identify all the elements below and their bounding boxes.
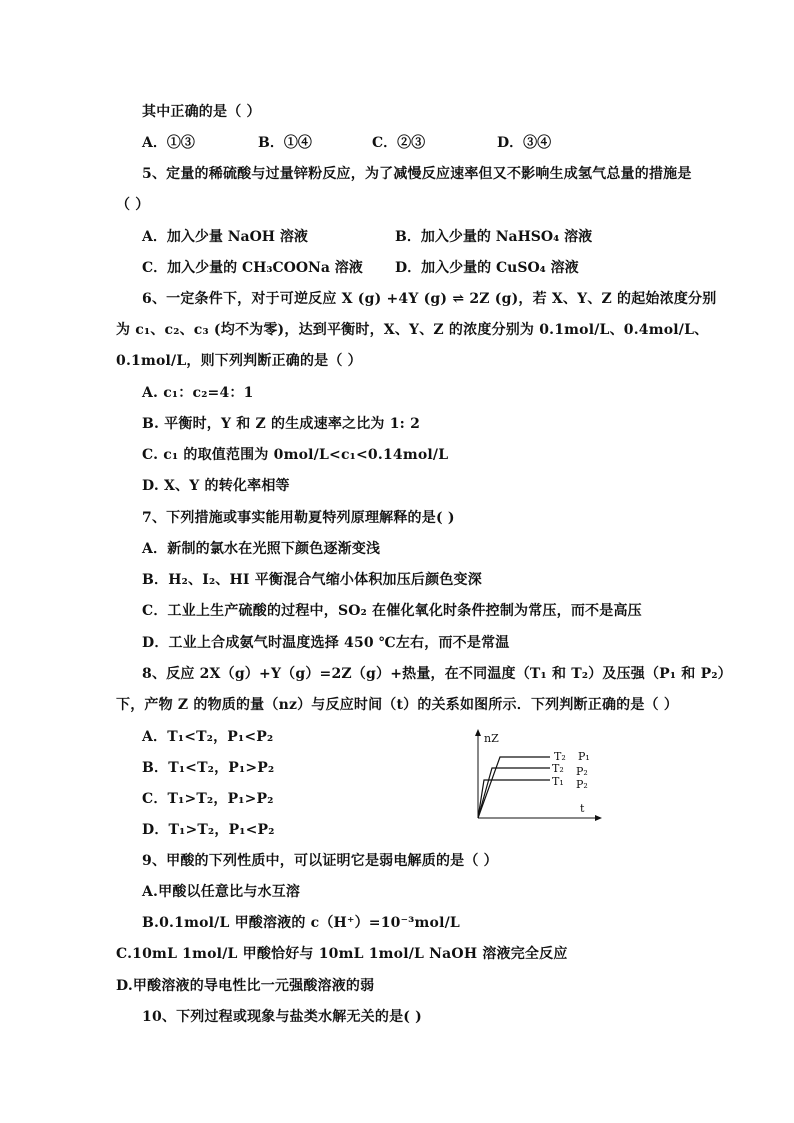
q9-option-b: B.0.1mol/L 甲酸溶液的 c（H⁺）=10⁻³mol/L xyxy=(142,915,460,931)
q6-stem-line3: 0.1mol/L，则下列判断正确的是（ ） xyxy=(116,353,362,369)
q5-stem-line1: 5、定量的稀硫酸与过量锌粉反应，为了减慢反应速率但又不影响生成氢气总量的措施是 xyxy=(142,166,692,182)
nz-vs-time-graph xyxy=(470,728,605,823)
y-axis-label: nZ xyxy=(484,732,499,745)
curve2-temp-label: T₂ xyxy=(552,762,564,775)
q7-option-d: D．工业上合成氨气时温度选择 450 ℃左右，而不是常温 xyxy=(142,635,510,651)
q7-option-c: C．工业上生产硫酸的过程中，SO₂ 在催化氧化时条件控制为常压，而不是高压 xyxy=(142,603,642,619)
q8-stem-line2: 下，产物 Z 的物质的量（nz）与反应时间（t）的关系如图所示．下列判断正确的是（ ） xyxy=(116,697,679,713)
curve1-temp-label: T₂ xyxy=(554,750,566,763)
q4-option-d: D．③④ xyxy=(497,135,552,151)
curve3-temp-label: T₁ xyxy=(552,775,564,788)
curve3-pressure-label: P₂ xyxy=(576,778,588,791)
q6-option-a: A. c₁：c₂=4：1 xyxy=(142,385,254,401)
q6-stem-line2: 为 c₁、c₂、c₃ (均不为零)，达到平衡时，X、Y、Z 的浓度分别为 0.1mol/L、0.4mol/L、 xyxy=(116,322,709,338)
q8-option-a: A．T₁<T₂，P₁<P₂ xyxy=(142,729,274,745)
q7-stem: 7、下列措施或事实能用勒夏特列原理解释的是( ) xyxy=(142,510,455,526)
q5-option-c: C．加入少量的 CH₃COONa 溶液 xyxy=(142,260,363,276)
q7-option-a: A．新制的氯水在光照下颜色逐渐变浅 xyxy=(142,541,381,557)
q5-stem-line2: （ ） xyxy=(116,197,150,213)
q10-stem: 10、下列过程或现象与盐类水解无关的是( ) xyxy=(142,1009,423,1025)
q6-option-c: C. c₁ 的取值范围为 0mol/L<c₁<0.14mol/L xyxy=(142,447,449,463)
q5-option-a: A．加入少量 NaOH 溶液 xyxy=(142,229,308,245)
y-axis-arrow-icon xyxy=(475,729,481,736)
x-axis-arrow-icon xyxy=(595,815,602,821)
q4-answer-prompt: 其中正确的是（ ） xyxy=(142,104,261,120)
q4-option-a: A．①③ xyxy=(142,135,195,151)
q8-option-d: D．T₁>T₂，P₁<P₂ xyxy=(142,822,275,838)
curve-t2-p2 xyxy=(478,768,550,818)
q6-stem-line1: 6、一定条件下，对于可逆反应 X (g) +4Y (g) ⇌ 2Z (g)，若 X、Y、Z 的起始浓度分别 xyxy=(142,291,717,307)
q6-option-d: D. X、Y 的转化率相等 xyxy=(142,478,290,494)
q8-option-b: B．T₁<T₂，P₁>P₂ xyxy=(142,760,275,776)
q8-option-c: C．T₁>T₂，P₁>P₂ xyxy=(142,791,274,807)
q9-option-a: A.甲酸以任意比与水互溶 xyxy=(142,884,301,900)
curve1-pressure-label: P₁ xyxy=(578,750,590,763)
x-axis-label: t xyxy=(580,802,585,815)
curve-t1-p2 xyxy=(478,780,550,818)
q9-option-c: C.10mL 1mol/L 甲酸恰好与 10mL 1mol/L NaOH 溶液完全反应 xyxy=(116,946,568,962)
curve-t2-p1 xyxy=(478,757,550,818)
q4-option-b: B．①④ xyxy=(258,135,312,151)
q9-option-d: D.甲酸溶液的导电性比一元强酸溶液的弱 xyxy=(116,978,375,994)
q6-option-b: B. 平衡时，Y 和 Z 的生成速率之比为 1: 2 xyxy=(142,416,421,432)
q4-option-c: C．②③ xyxy=(372,135,426,151)
q7-option-b: B．H₂、I₂、HI 平衡混合气缩小体积加压后颜色变深 xyxy=(142,572,482,588)
q5-option-d: D．加入少量的 CuSO₄ 溶液 xyxy=(395,260,579,276)
curve2-pressure-label: P₂ xyxy=(576,765,588,778)
q8-stem-line1: 8、反应 2X（g）+Y（g）=2Z（g）+热量，在不同温度（T₁ 和 T₂）及压强（P₁ 和 P₂） xyxy=(142,666,732,682)
q9-stem: 9、甲酸的下列性质中，可以证明它是弱电解质的是（ ） xyxy=(142,853,498,869)
q5-option-b: B．加入少量的 NaHSO₄ 溶液 xyxy=(395,229,593,245)
